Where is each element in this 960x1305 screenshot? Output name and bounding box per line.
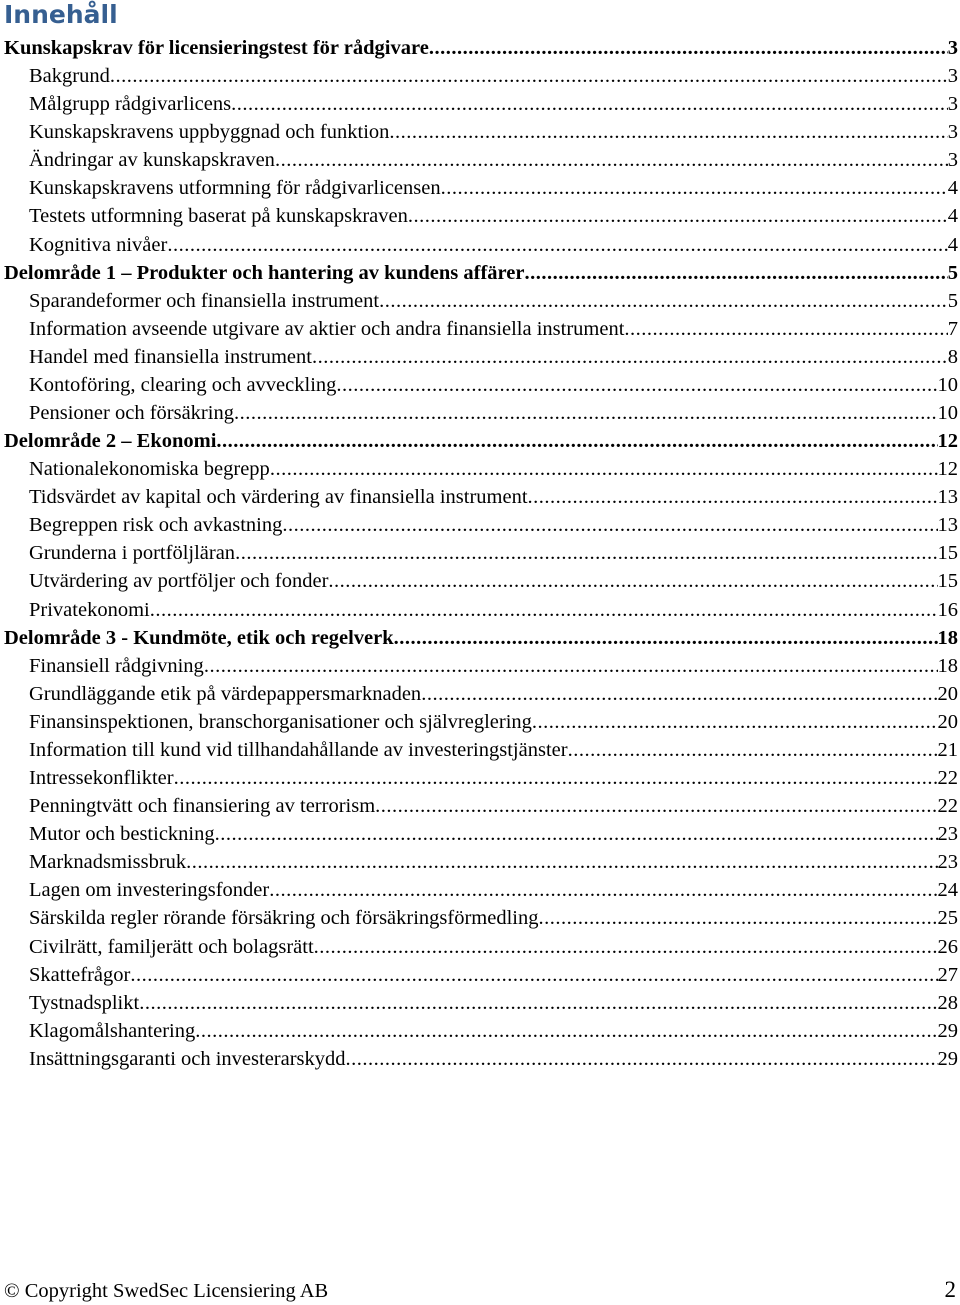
toc-subsection-link[interactable] (4, 848, 958, 876)
toc-dot-leader (235, 539, 937, 567)
toc-entry-title: Finansinspektionen, branschorganisationer och självreglering (29, 710, 532, 733)
table-of-contents (4, 34, 958, 1073)
toc-dot-leader (346, 1045, 938, 1073)
toc-dot-leader (110, 62, 948, 90)
toc-subsection-link[interactable] (4, 820, 958, 848)
toc-entry-page: 15 (937, 542, 958, 565)
toc-subsection-link[interactable] (4, 315, 958, 343)
toc-entry-title: Kunskapskrav för licensieringstest för rådgivare (4, 37, 429, 59)
toc-dot-leader (624, 315, 947, 343)
toc-subsection-link[interactable] (4, 146, 958, 174)
toc-entry-page: 4 (947, 233, 958, 256)
toc-entry-page: 8 (947, 345, 958, 368)
toc-subsection-link[interactable] (4, 399, 958, 427)
toc-subsection-link[interactable] (4, 652, 958, 680)
toc-entry-title: Penningtvätt och finansiering av terrorism (29, 795, 376, 818)
toc-subsection-link[interactable] (4, 90, 958, 118)
toc-entry-page: 15 (937, 570, 958, 593)
toc-subsection-link[interactable] (4, 287, 958, 315)
toc-entry-page: 22 (937, 767, 958, 790)
footer-page-number: 2 (944, 1277, 956, 1302)
toc-entry-title: Utvärdering av portföljer och fonder (29, 570, 329, 593)
toc-subsection-link[interactable] (4, 231, 958, 259)
toc-entry-page: 10 (937, 402, 958, 425)
toc-subsection-link[interactable] (4, 876, 958, 904)
toc-subsection-link[interactable] (4, 118, 958, 146)
page-footer (4, 1276, 956, 1304)
toc-entry-title: Grunderna i portföljläran (29, 542, 236, 565)
toc-entry-title: Finansiell rådgivning (29, 654, 204, 677)
toc-entry-page: 18 (937, 626, 958, 649)
toc-section-link[interactable] (4, 427, 958, 455)
toc-dot-leader (441, 174, 948, 202)
toc-dot-leader (429, 34, 948, 62)
toc-dot-leader (186, 848, 937, 876)
toc-entry-page: 3 (947, 93, 958, 116)
toc-entry-title: Privatekonomi (29, 598, 150, 621)
toc-dot-leader (269, 876, 937, 904)
toc-dot-leader (139, 989, 937, 1017)
toc-entry-title: Grundläggande etik på värdepappersmarknaden (29, 682, 422, 705)
toc-subsection-link[interactable] (4, 708, 958, 736)
toc-dot-leader (216, 427, 937, 455)
toc-dot-leader (195, 1017, 937, 1045)
toc-entry-title: Kunskapskravens utformning för rådgivarlicensen (29, 177, 441, 200)
toc-subsection-link[interactable] (4, 989, 958, 1017)
toc-entry-title: Lagen om investeringsfonder (29, 879, 270, 902)
toc-entry-page: 23 (937, 851, 958, 874)
toc-dot-leader (539, 904, 938, 932)
toc-entry-page: 4 (947, 177, 958, 200)
toc-entry-page: 3 (947, 65, 958, 88)
toc-subsection-link[interactable] (4, 596, 958, 624)
toc-entry-title: Sparandeformer och finansiella instrument (29, 289, 380, 312)
toc-entry-title: Nationalekonomiska begrepp (29, 458, 270, 481)
toc-entry-title: Kunskapskravens uppbyggnad och funktion (29, 121, 390, 144)
toc-entry-page: 23 (937, 823, 958, 846)
toc-dot-leader (532, 708, 938, 736)
toc-entry-page: 7 (947, 317, 958, 340)
toc-entry-title: Kontoföring, clearing och avveckling (29, 373, 337, 396)
toc-dot-leader (174, 764, 938, 792)
toc-dot-leader (379, 287, 948, 315)
toc-dot-leader (312, 343, 948, 371)
toc-entry-page: 20 (937, 710, 958, 733)
toc-entry-page: 21 (937, 738, 958, 761)
toc-dot-leader (336, 371, 937, 399)
toc-entry-title: Delområde 3 - Kundmöte, etik och regelverk (4, 626, 394, 649)
toc-subsection-link[interactable] (4, 904, 958, 932)
toc-entry-page: 18 (937, 654, 958, 677)
toc-subsection-link[interactable] (4, 1045, 958, 1073)
toc-subsection-link[interactable] (4, 1017, 958, 1045)
toc-entry-page: 10 (937, 373, 958, 396)
toc-entry-page: 29 (937, 1019, 958, 1042)
footer-copyright: © Copyright SwedSec Licensiering AB (4, 1280, 329, 1302)
toc-subsection-link[interactable] (4, 174, 958, 202)
toc-section-link[interactable] (4, 259, 958, 287)
toc-subsection-link[interactable] (4, 567, 958, 595)
toc-dot-leader (408, 202, 948, 230)
toc-dot-leader (389, 118, 947, 146)
toc-entry-title: Delområde 2 – Ekonomi (4, 430, 217, 453)
toc-subsection-link[interactable] (4, 961, 958, 989)
toc-entry-title: Delområde 1 – Produkter och hantering av kundens affärer (4, 261, 525, 284)
toc-subsection-link[interactable] (4, 371, 958, 399)
toc-entry-page: 5 (947, 289, 958, 312)
toc-dot-leader (568, 736, 938, 764)
toc-section-link[interactable] (4, 624, 958, 652)
toc-entry-page: 28 (937, 991, 958, 1014)
toc-entry-title: Information till kund vid tillhandahållande av investeringstjänster (29, 738, 568, 761)
toc-entry-page: 25 (937, 907, 958, 930)
toc-entry-page: 20 (937, 682, 958, 705)
toc-subsection-link[interactable] (4, 62, 958, 90)
toc-entry-title: Marknadsmissbruk (29, 851, 187, 874)
toc-dot-leader (130, 961, 937, 989)
toc-entry-title: Mutor och bestickning (29, 823, 215, 846)
toc-entry-title: Målgrupp rådgivarlicens (29, 93, 232, 116)
toc-dot-leader (275, 146, 948, 174)
toc-section-link[interactable] (4, 34, 958, 62)
toc-entry-title: Kognitiva nivåer (29, 233, 168, 256)
toc-dot-leader (394, 624, 938, 652)
toc-dot-leader (282, 511, 937, 539)
toc-entry-title: Skattefrågor (29, 963, 131, 986)
toc-entry-title: Pensioner och försäkring (29, 402, 234, 425)
toc-dot-leader (528, 483, 938, 511)
toc-dot-leader (234, 399, 938, 427)
toc-entry-page: 13 (937, 486, 958, 509)
toc-dot-leader (375, 792, 937, 820)
toc-subsection-link[interactable] (4, 736, 958, 764)
toc-entry-page: 22 (937, 795, 958, 818)
toc-entry-page: 5 (947, 261, 958, 284)
toc-entry-page: 29 (937, 1047, 958, 1070)
toc-entry-title: Ändringar av kunskapskraven (29, 149, 275, 172)
toc-subsection-link[interactable] (4, 483, 958, 511)
toc-subsection-link[interactable] (4, 511, 958, 539)
toc-dot-leader (524, 259, 947, 287)
toc-entry-page: 4 (947, 205, 958, 228)
toc-entry-title: Begreppen risk och avkastning (29, 514, 283, 537)
toc-entry-page: 27 (937, 963, 958, 986)
toc-entry-page: 3 (947, 37, 958, 59)
toc-entry-page: 13 (937, 514, 958, 537)
toc-entry-page: 24 (937, 879, 958, 902)
toc-dot-leader (328, 567, 937, 595)
toc-entry-title: Handel med finansiella instrument (29, 345, 312, 368)
toc-entry-title: Tystnadsplikt (29, 991, 140, 1014)
toc-entry-page: 3 (947, 121, 958, 144)
toc-dot-leader (150, 596, 938, 624)
toc-dot-leader (167, 231, 947, 259)
toc-dot-leader (270, 455, 938, 483)
toc-subsection-link[interactable] (4, 933, 958, 961)
toc-dot-leader (421, 680, 937, 708)
toc-entry-title: Särskilda regler rörande försäkring och försäkringsförmedling (29, 907, 539, 930)
toc-subsection-link[interactable] (4, 764, 958, 792)
toc-entry-page: 16 (937, 598, 958, 621)
toc-entry-page: 26 (937, 935, 958, 958)
toc-entry-title: Tidsvärdet av kapital och värdering av finansiella instrument (29, 486, 528, 509)
toc-subsection-link[interactable] (4, 792, 958, 820)
toc-entry-title: Intressekonflikter (29, 767, 174, 790)
toc-subsection-link[interactable] (4, 680, 958, 708)
toc-entry-title: Bakgrund (29, 65, 110, 88)
toc-subsection-link[interactable] (4, 202, 958, 230)
toc-subsection-link[interactable] (4, 343, 958, 371)
toc-entry-title: Testets utformning baserat på kunskapskraven (29, 205, 408, 228)
toc-dot-leader (204, 652, 938, 680)
toc-entry-page: 12 (937, 430, 958, 453)
toc-dot-leader (215, 820, 938, 848)
toc-entry-page: 3 (947, 149, 958, 172)
toc-entry-page: 12 (937, 458, 958, 481)
toc-entry-title: Insättningsgaranti och investerarskydd (29, 1047, 346, 1070)
toc-entry-title: Klagomålshantering (29, 1019, 196, 1042)
page-title: Innehåll (4, 0, 118, 29)
toc-entry-title: Civilrätt, familjerätt och bolagsrätt (29, 935, 314, 958)
toc-entry-title: Information avseende utgivare av aktier och andra finansiella instrument (29, 317, 625, 340)
toc-subsection-link[interactable] (4, 539, 958, 567)
toc-dot-leader (231, 90, 948, 118)
toc-dot-leader (314, 933, 938, 961)
toc-subsection-link[interactable] (4, 455, 958, 483)
